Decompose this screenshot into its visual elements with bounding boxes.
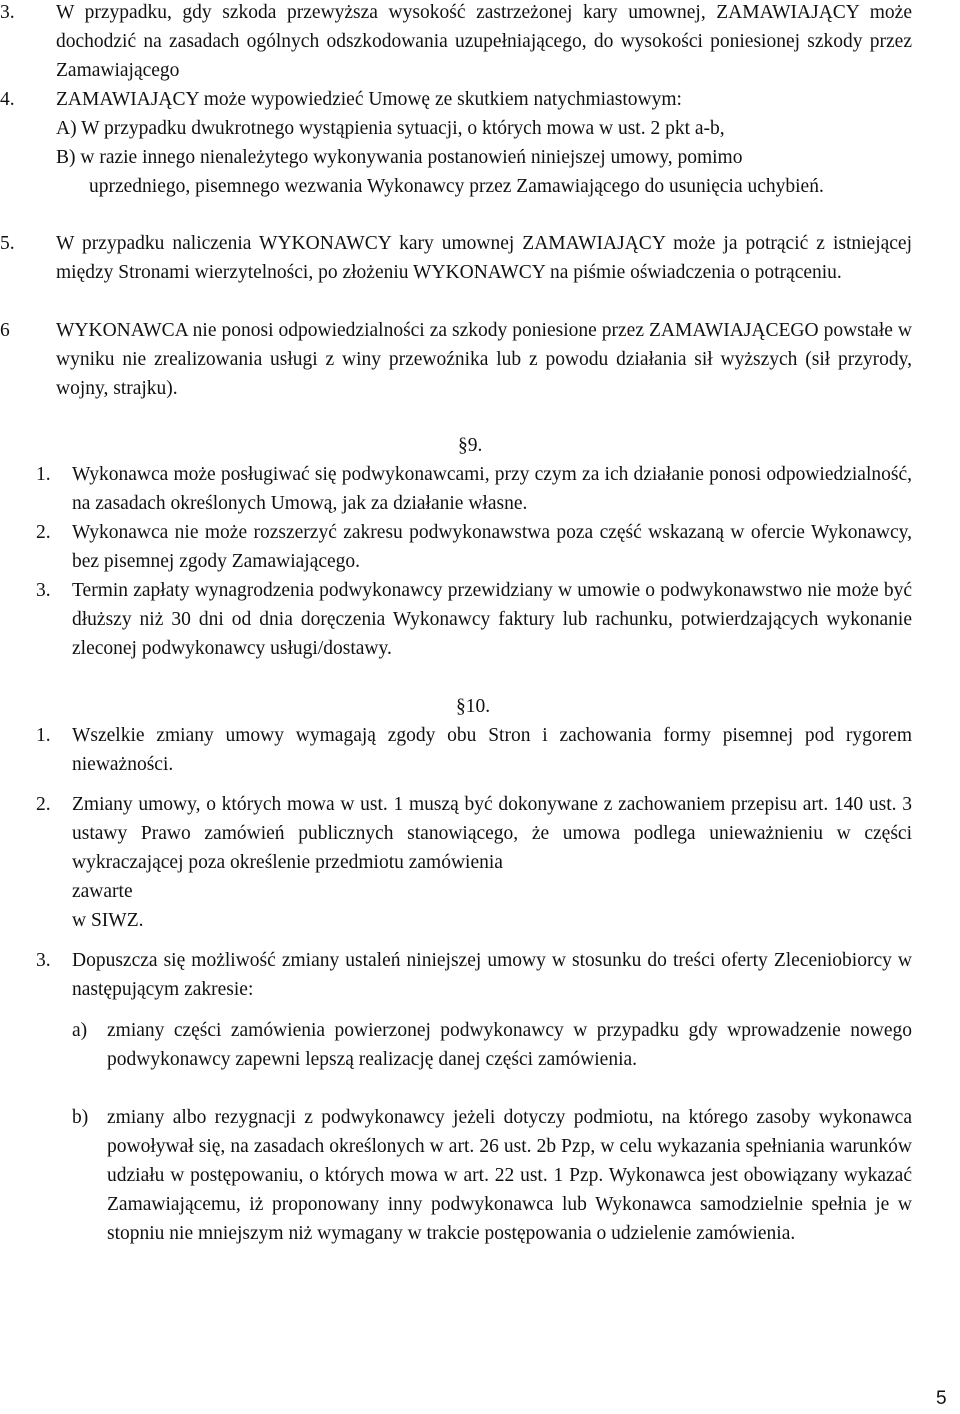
paragraph-text: Zmiany umowy, o których mowa w ust. 1 muszą być dokonywane z zachowaniem przepisu art. 140 ust. 3 ustawy Prawo zamówień publicznych stanowiącego, że umowa podlega unieważnieniu w części wykraczającej poza określenie przedmiotu zamówienia bbox=[72, 794, 912, 873]
item-number: 3. bbox=[36, 950, 51, 971]
sub-point-b-lead: B) w razie innego nienależytego wykonywania postanowień niniejszej umowy, pomimo bbox=[56, 147, 743, 168]
item-number: 2. bbox=[36, 794, 51, 815]
paragraph-text: Wykonawca może posługiwać się podwykonawcami, przy czym za ich działanie ponosi odpowiedzialność, na zasadach określonych Umową, jak za działanie własne. bbox=[72, 464, 912, 514]
item-number: 5. bbox=[0, 233, 15, 254]
paragraph-text: Dopuszcza się możliwość zmiany ustaleń niniejszej umowy w stosunku do treści oferty Zleceniobiorcy w następującym zakresie: bbox=[72, 950, 912, 1000]
item-number: 1. bbox=[36, 464, 51, 485]
list-item bbox=[0, 518, 960, 576]
list-item bbox=[0, 790, 960, 935]
item-number: 6 bbox=[0, 320, 10, 341]
sub-item-letter: b) bbox=[72, 1107, 89, 1128]
paragraph-text: Wykonawca nie może rozszerzyć zakresu podwykonawstwa poza część wskazaną w ofercie Wykonawcy, bez pisemnej zgody Zamawiającego. bbox=[72, 522, 912, 572]
list-item bbox=[0, 576, 960, 663]
paragraph-text: ZAMAWIAJĄCY może wypowiedzieć Umowę ze skutkiem natychmiastowym: bbox=[56, 89, 682, 110]
paragraph-text: zmiany albo rezygnacji z podwykonawcy jeżeli dotyczy podmiotu, na którego zasoby wykonawca powoływał się, na zasadach określonych w art. 26 ust. 2b Pzp, w celu wykazania spełniania warunków udziału w postępowaniu, o których mowa w art. 22 ust. 1 Pzp. Wykonawca jest obowiązany wykazać Zamawiającemu, iż proponowany inny podwykonawca lub Wykonawca samodzielnie spełnia je w stopniu nie mniejszym niż wymagany w trakcie postępowania o udzielenie zamówienia. bbox=[107, 1107, 912, 1244]
list-item bbox=[0, 316, 960, 403]
paragraph-text: W przypadku naliczenia WYKONAWCY kary umownej ZAMAWIAJĄCY może ja potrącić z istniejącej między Stronami wierzytelności, po złożeniu WYKONAWCY na piśmie oświadczenia o potrąceniu. bbox=[56, 233, 912, 283]
page-number: 5 bbox=[936, 1388, 947, 1409]
list-item bbox=[0, 946, 960, 1004]
paragraph-tail-2: w SIWZ. bbox=[72, 910, 144, 931]
sub-point-b-continuation: uprzedniego, pisemnego wezwania Wykonawcy przez Zamawiającego do usunięcia uchybień. bbox=[89, 176, 824, 197]
sub-item-letter: a) bbox=[72, 1020, 88, 1041]
paragraph-text: Wszelkie zmiany umowy wymagają zgody obu Stron i zachowania formy pisemnej pod rygorem nieważności. bbox=[72, 725, 912, 775]
sub-list-item bbox=[0, 1103, 960, 1248]
list-item bbox=[0, 460, 960, 518]
sub-point-b bbox=[56, 143, 912, 172]
item-number: 1. bbox=[36, 725, 51, 746]
paragraph-text: zmiany części zamówienia powierzonej podwykonawcy w przypadku gdy wprowadzenie nowego podwykonawcy zapewni lepszą realizację danej części zamówienia. bbox=[107, 1020, 912, 1070]
list-item bbox=[0, 721, 960, 779]
list-item bbox=[0, 229, 960, 287]
list-item bbox=[0, 0, 960, 85]
paragraph-text: WYKONAWCA nie ponosi odpowiedzialności za szkody poniesione przez ZAMAWIAJĄCEGO powstałe w wyniku nie zrealizowania usługi z winy przewoźnika lub z powodu działania sił wyższych (sił przyrody, wojny, strajku). bbox=[56, 320, 912, 399]
item-number: 2. bbox=[36, 522, 51, 543]
sub-list-item bbox=[0, 1016, 960, 1074]
paragraph-text: W przypadku, gdy szkoda przewyższa wysokość zastrzeżonej kary umownej, ZAMAWIAJĄCY może dochodzić na zasadach ogólnych odszkodowania uzupełniającego, do wysokości poniesionej szkody przez Zamawiającego bbox=[56, 2, 912, 81]
paragraph-text: Termin zapłaty wynagrodzenia podwykonawcy przewidziany w umowie o podwykonawstwo nie może być dłuższy niż 30 dni od dnia doręczenia Wykonawcy faktury lub rachunku, potwierdzających wykonanie zleconej podwykonawcy usługi/dostawy. bbox=[72, 580, 912, 659]
paragraph-tail-1: zawarte bbox=[72, 881, 133, 902]
item-number: 3. bbox=[0, 2, 15, 23]
item-number: 3. bbox=[36, 580, 51, 601]
item-number: 4. bbox=[0, 89, 15, 110]
sub-point-a: A) W przypadku dwukrotnego wystąpienia sytuacji, o których mowa w ust. 2 pkt a-b, bbox=[56, 118, 725, 139]
section-heading-9: §9. bbox=[458, 435, 483, 456]
list-item bbox=[0, 85, 960, 201]
section-heading-10: §10. bbox=[456, 696, 491, 717]
